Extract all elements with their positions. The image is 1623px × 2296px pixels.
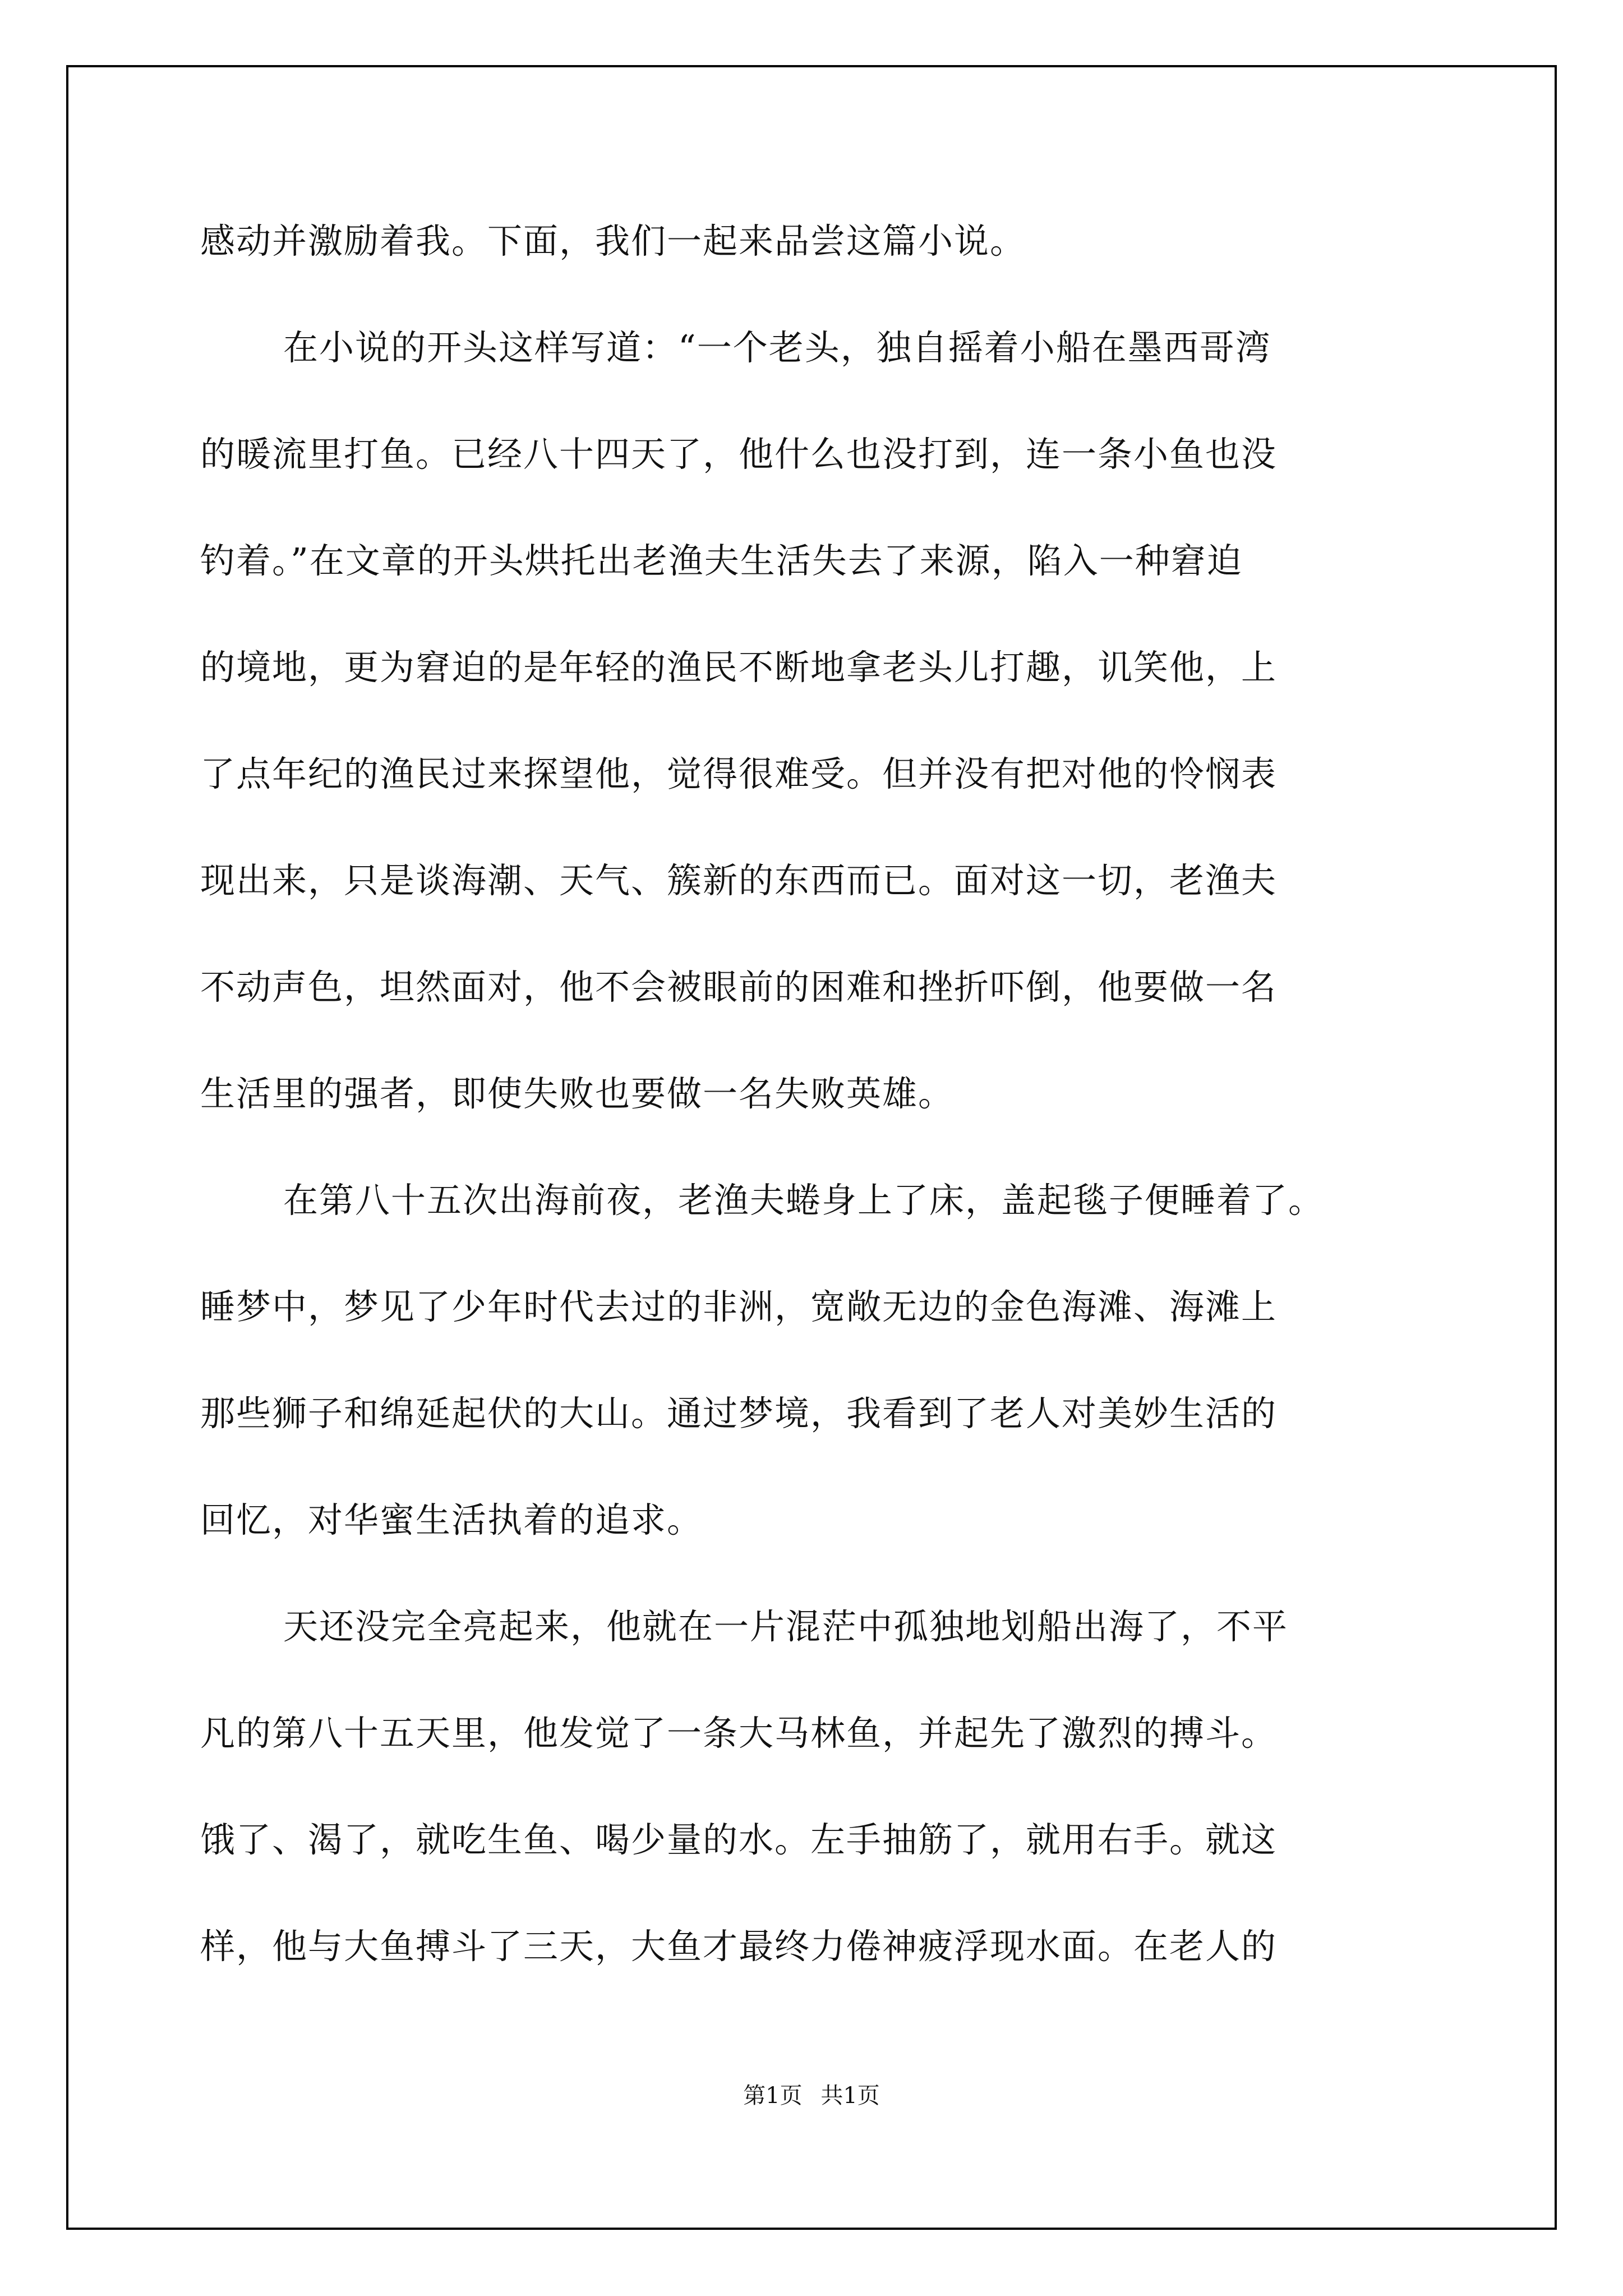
- text-line: 睡梦中，梦见了少年时代去过的非洲，宽敞无边的金色海滩、海滩上: [200, 1286, 1278, 1327]
- text-line: 样，他与大鱼搏斗了三天，大鱼才最终力倦神疲浮现水面。在老人的: [200, 1926, 1278, 1967]
- paragraph-start-line: 在第八十五次出海前夜，老渔夫蜷身上了床，盖起毯子便睡着了。: [283, 1180, 1325, 1221]
- text-line: 的暖流里打鱼。已经八十四天了，他什么也没打到，连一条小鱼也没: [200, 434, 1278, 475]
- text-line: 那些狮子和绵延起伏的大山。通过梦境，我看到了老人对美妙生活的: [200, 1393, 1278, 1434]
- page-number-current: 第1页: [743, 2083, 803, 2109]
- text-line: 饿了、渴了，就吃生鱼、喝少量的水。左手抽筋了，就用右手。就这: [200, 1819, 1278, 1860]
- text-line: 凡的第八十五天里，他发觉了一条大马林鱼，并起先了激烈的搏斗。: [200, 1713, 1278, 1754]
- paragraph-start-line: 天还没完全亮起来，他就在一片混茫中孤独地划船出海了，不平: [283, 1606, 1289, 1647]
- text-line: 生活里的强者，即使失败也要做一名失败英雄。: [200, 1073, 955, 1114]
- text-line: 不动声色，坦然面对，他不会被眼前的困难和挫折吓倒，他要做一名: [200, 967, 1278, 1007]
- text-line: 回忆，对华蜜生活执着的追求。: [200, 1499, 703, 1540]
- text-line: 现出来，只是谈海潮、天气、簇新的东西而已。面对这一切，老渔夫: [200, 860, 1278, 901]
- text-line: 感动并激励着我。下面，我们一起来品尝这篇小说。: [200, 220, 1026, 261]
- page-number-total: 共1页: [820, 2083, 880, 2109]
- paragraph-start-line: 在小说的开头这样写道：“一个老头，独自摇着小船在墨西哥湾: [283, 327, 1271, 368]
- page-footer: [0, 2079, 1623, 2113]
- page-border: [66, 65, 1557, 2230]
- text-line: 钓着。”在文章的开头烘托出老渔夫生活失去了来源，陷入一种窘迫: [200, 540, 1243, 581]
- text-line: 了点年纪的渔民过来探望他，觉得很难受。但并没有把对他的怜悯表: [200, 753, 1278, 794]
- text-line: 的境地，更为窘迫的是年轻的渔民不断地拿老头儿打趣，讥笑他，上: [200, 647, 1278, 688]
